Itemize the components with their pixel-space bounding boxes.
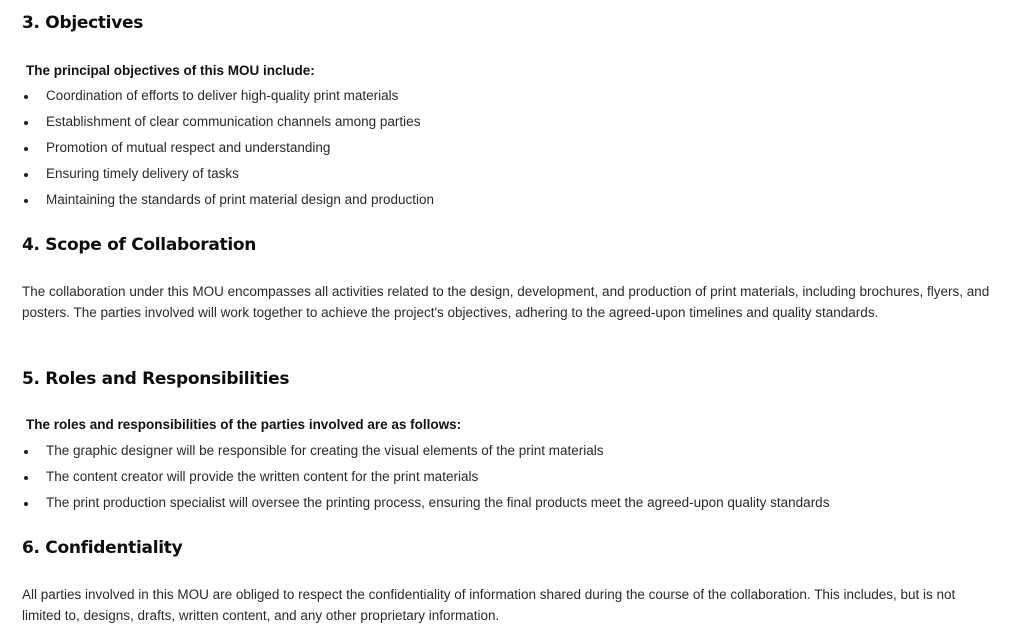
- list-item: The content creator will provide the written content for the print materials: [22, 468, 829, 494]
- section-heading-objectives: 3. Objectives: [22, 13, 144, 33]
- scope-paragraph: The collaboration under this MOU encompasses all activities related to the design, development, and production of print materials, including brochures, flyers, and posters. The parties involved will work together to achieve the project's objectives, adhering to the agreed-upon timelines and quality standards.: [22, 284, 990, 320]
- list-item: Coordination of efforts to deliver high-quality print materials: [22, 87, 434, 113]
- objectives-list: [22, 87, 434, 217]
- objectives-intro: The principal objectives of this MOU include:: [26, 63, 315, 78]
- list-item: The print production specialist will oversee the printing process, ensuring the final products meet the agreed-upon quality standards: [22, 494, 829, 520]
- list-item: Ensuring timely delivery of tasks: [22, 165, 434, 191]
- list-item: The graphic designer will be responsible for creating the visual elements of the print materials: [22, 442, 829, 468]
- confidentiality-paragraph: All parties involved in this MOU are obliged to respect the confidentiality of information shared during the course of the collaboration. This includes, but is not limited to, designs, drafts, written content, and any other proprietary information.: [22, 587, 956, 623]
- roles-list: [22, 442, 829, 520]
- section-heading-scope: 4. Scope of Collaboration: [22, 235, 257, 255]
- section-heading-roles: 5. Roles and Responsibilities: [22, 369, 290, 389]
- list-item: Maintaining the standards of print material design and production: [22, 191, 434, 217]
- roles-intro: The roles and responsibilities of the parties involved are as follows:: [26, 417, 462, 432]
- list-item: Establishment of clear communication channels among parties: [22, 113, 434, 139]
- list-item: Promotion of mutual respect and understanding: [22, 139, 434, 165]
- section-heading-confidentiality: 6. Confidentiality: [22, 538, 183, 558]
